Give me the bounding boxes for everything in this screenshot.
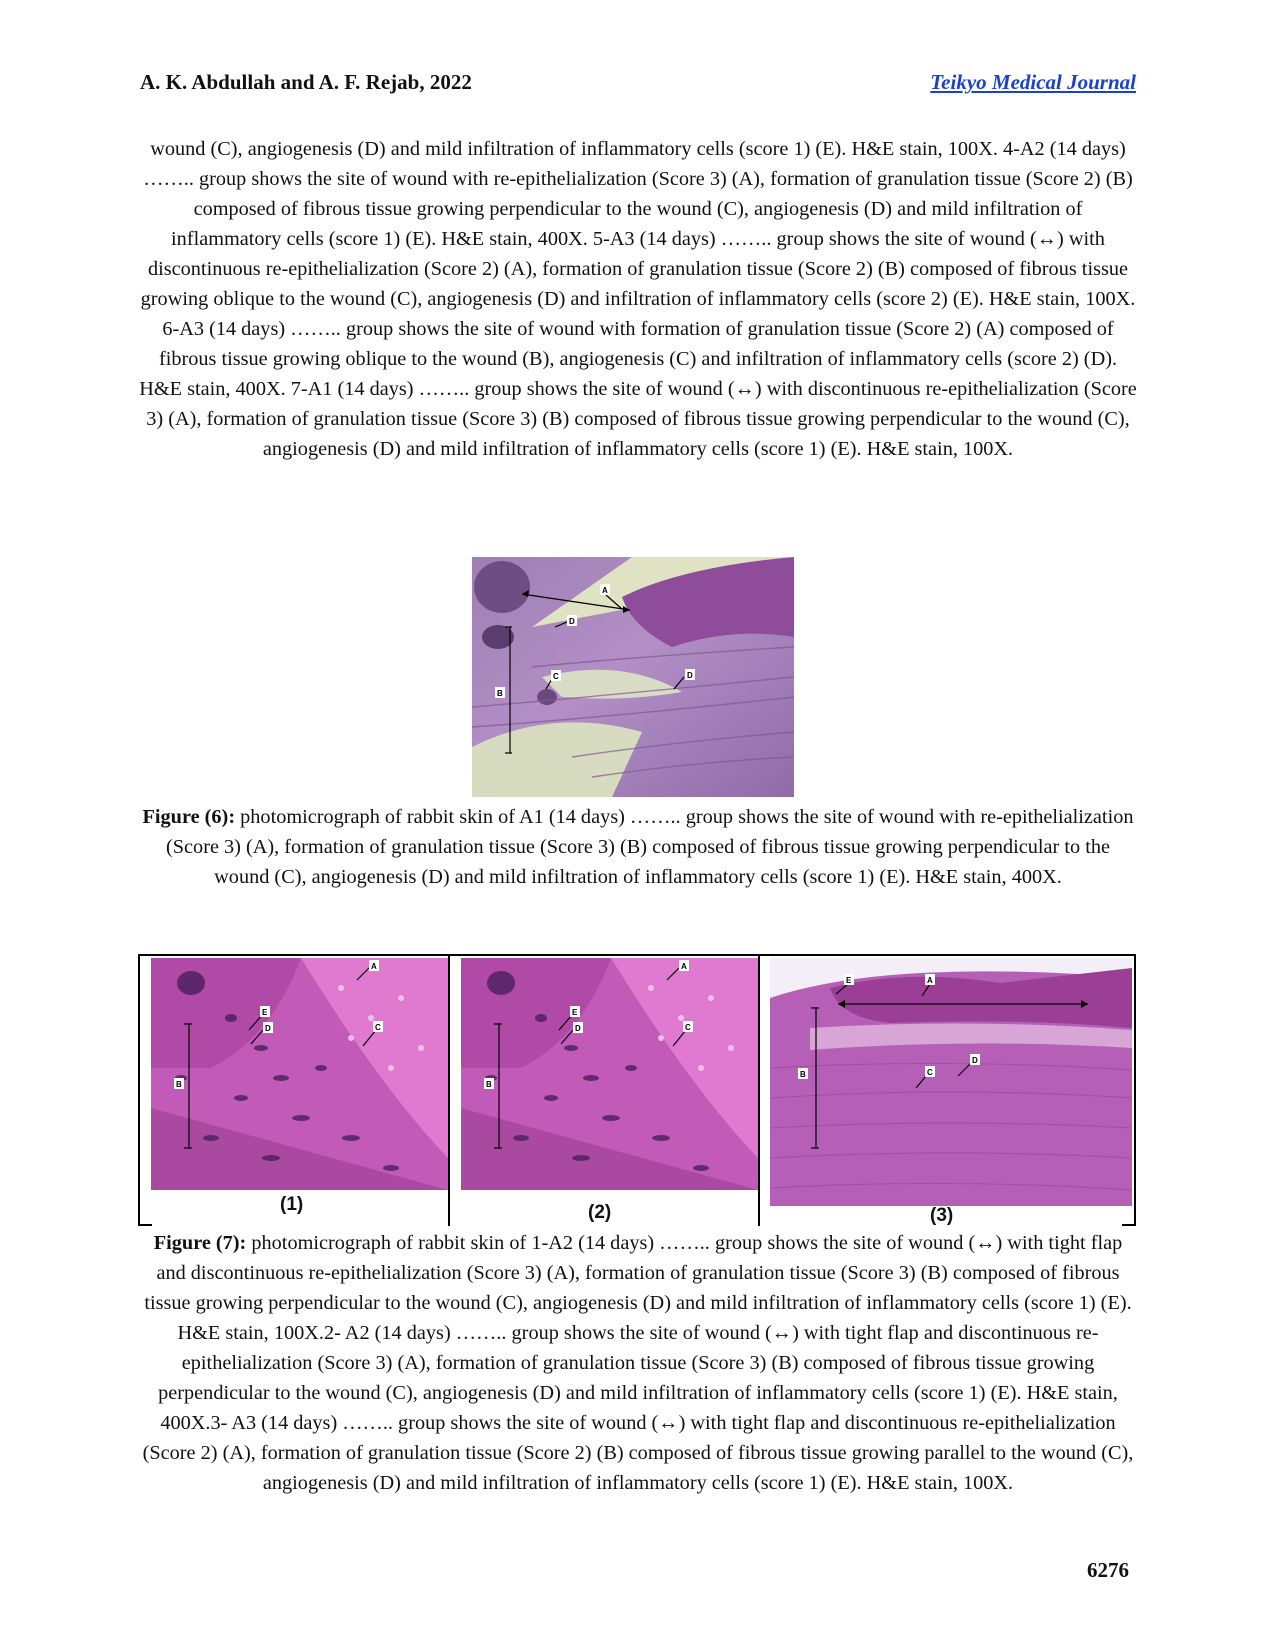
panel1-marker: D (265, 1024, 271, 1033)
panel-label-1: (1) (280, 1194, 304, 1215)
page-number: 6276 (1087, 1558, 1129, 1582)
figure6-marker (600, 584, 610, 595)
figure6-marker (685, 669, 695, 680)
panel1-marker: C (375, 1023, 381, 1032)
figure7-caption-text: photomicrograph of rabbit skin of 1-A2 (14 days) …….. group shows the site of wound (↔) with tight flap and discontinuous re-epithelialization (Score 3) (A), formation of granulation tissue (Score 3) (B) composed of fibrous tissue growing perpendicular to the wound (C), angiogenesis (D) and mild infiltration of inflammatory cells (score 1) (E). H&E stain, 100X.2- A2 (14 days) …….. group shows the site of wound (↔) with tight flap and discontinuous re-epithelialization (Score 3) (A), formation of granulation tissue (Score 3) (B) composed of fibrous tissue growing perpendicular to the wound (C), angiogenesis (D) and mild infiltration of inflammatory cells (score 1) (E). H&E stain, 400X.3- A3 (14 days) …….. group shows the site of wound (↔) with tight flap and discontinuous re-epithelialization (Score 2) (A), formation of granulation tissue (Score 2) (B) composed of fibrous tissue growing parallel to the wound (C), angiogenesis (D) and mild infiltration of inflammatory cells (score 1) (E). H&E stain, 100X. (142, 1232, 1134, 1494)
figure5-caption-continuation: wound (C), angiogenesis (D) and mild infiltration of inflammatory cells (score 1) (E). H&E stain, 100X. 4-A2 (14 days) …….. group shows the site of wound with re-epithelialization (Score 3) (A), formation of granulation tissue (Score 2) (B) composed of fibrous tissue growing perpendicular to the wound (C), angiogenesis (D) and mild infiltration of inflammatory cells (score 1) (E). H&E stain, 400X. 5-A3 (14 days) …….. group shows the site of wound (↔) with discontinuous re-epithelialization (Score 2) (A), formation of granulation tissue (Score 2) (B) composed of fibrous tissue growing oblique to the wound (C), angiogenesis (D) and infiltration of inflammatory cells (score 2) (E). H&E stain, 100X. 6-A3 (14 days) …….. group shows the site of wound with formation of granulation tissue (Score 2) (A) composed of fibrous tissue growing oblique to the wound (B), angiogenesis (C) and infiltration of inflammatory cells (score 2) (D). H&E stain, 400X. 7-A1 (14 days) …….. group shows the site of wound (↔) with discontinuous re-epithelialization (Score 3) (A), formation of granulation tissue (Score 3) (B) composed of fibrous tissue growing perpendicular to the wound (C), angiogenesis (D) and mild infiltration of inflammatory cells (score 1) (E). H&E stain, 100X. (139, 138, 1137, 460)
running-head-authors: A. K. Abdullah and A. F. Rejab, 2022 (140, 70, 472, 94)
figure7-label: Figure (7): (153, 1232, 247, 1254)
panel3-marker: D (972, 1056, 978, 1065)
journal-link[interactable]: Teikyo Medical Journal (930, 70, 1136, 94)
panel2-marker: D (575, 1024, 581, 1033)
panel2-marker: B (486, 1080, 492, 1089)
panel3-marker: C (927, 1068, 933, 1077)
svg-text:D: D (687, 671, 693, 680)
figure6-caption-text: photomicrograph of rabbit skin of A1 (14 days) …….. group shows the site of wound with re-epithelialization (Score 3) (A), formation of granulation tissue (Score 3) (B) composed of fibrous tissue growing perpendicular to the wound (C), angiogenesis (D) and mild infiltration of inflammatory cells (score 1) (E). H&E stain, 400X. (166, 806, 1134, 888)
panel3-marker: B (800, 1070, 806, 1079)
panel1-marker: B (176, 1080, 182, 1089)
panel1-marker: E (262, 1008, 268, 1017)
panel2-marker: C (685, 1023, 691, 1032)
figure7-panel-2-micrograph (461, 958, 758, 1190)
svg-text:A: A (602, 586, 608, 595)
panel-label-2: (2) (588, 1202, 612, 1223)
figure6-micrograph (472, 557, 794, 797)
panel2-marker: A (681, 962, 687, 971)
panel-label-3: (3) (930, 1205, 954, 1226)
svg-text:C: C (553, 672, 559, 681)
panel2-marker: E (572, 1008, 578, 1017)
svg-text:D: D (569, 617, 575, 626)
figure6-caption (138, 802, 1138, 892)
page-header (140, 70, 1136, 100)
figure6-label: Figure (6): (142, 806, 236, 828)
panel3-marker: E (846, 976, 852, 985)
figure6-marker (567, 615, 577, 626)
figure6-marker (495, 687, 505, 698)
figure7-panel-1-micrograph (151, 958, 448, 1190)
figure6-marker (551, 670, 561, 681)
svg-text:B: B (497, 689, 503, 698)
figure7-caption (138, 1228, 1138, 1498)
figure7-panel-3-micrograph (770, 958, 1132, 1206)
panel1-marker: A (371, 962, 377, 971)
panel3-marker: A (927, 976, 933, 985)
